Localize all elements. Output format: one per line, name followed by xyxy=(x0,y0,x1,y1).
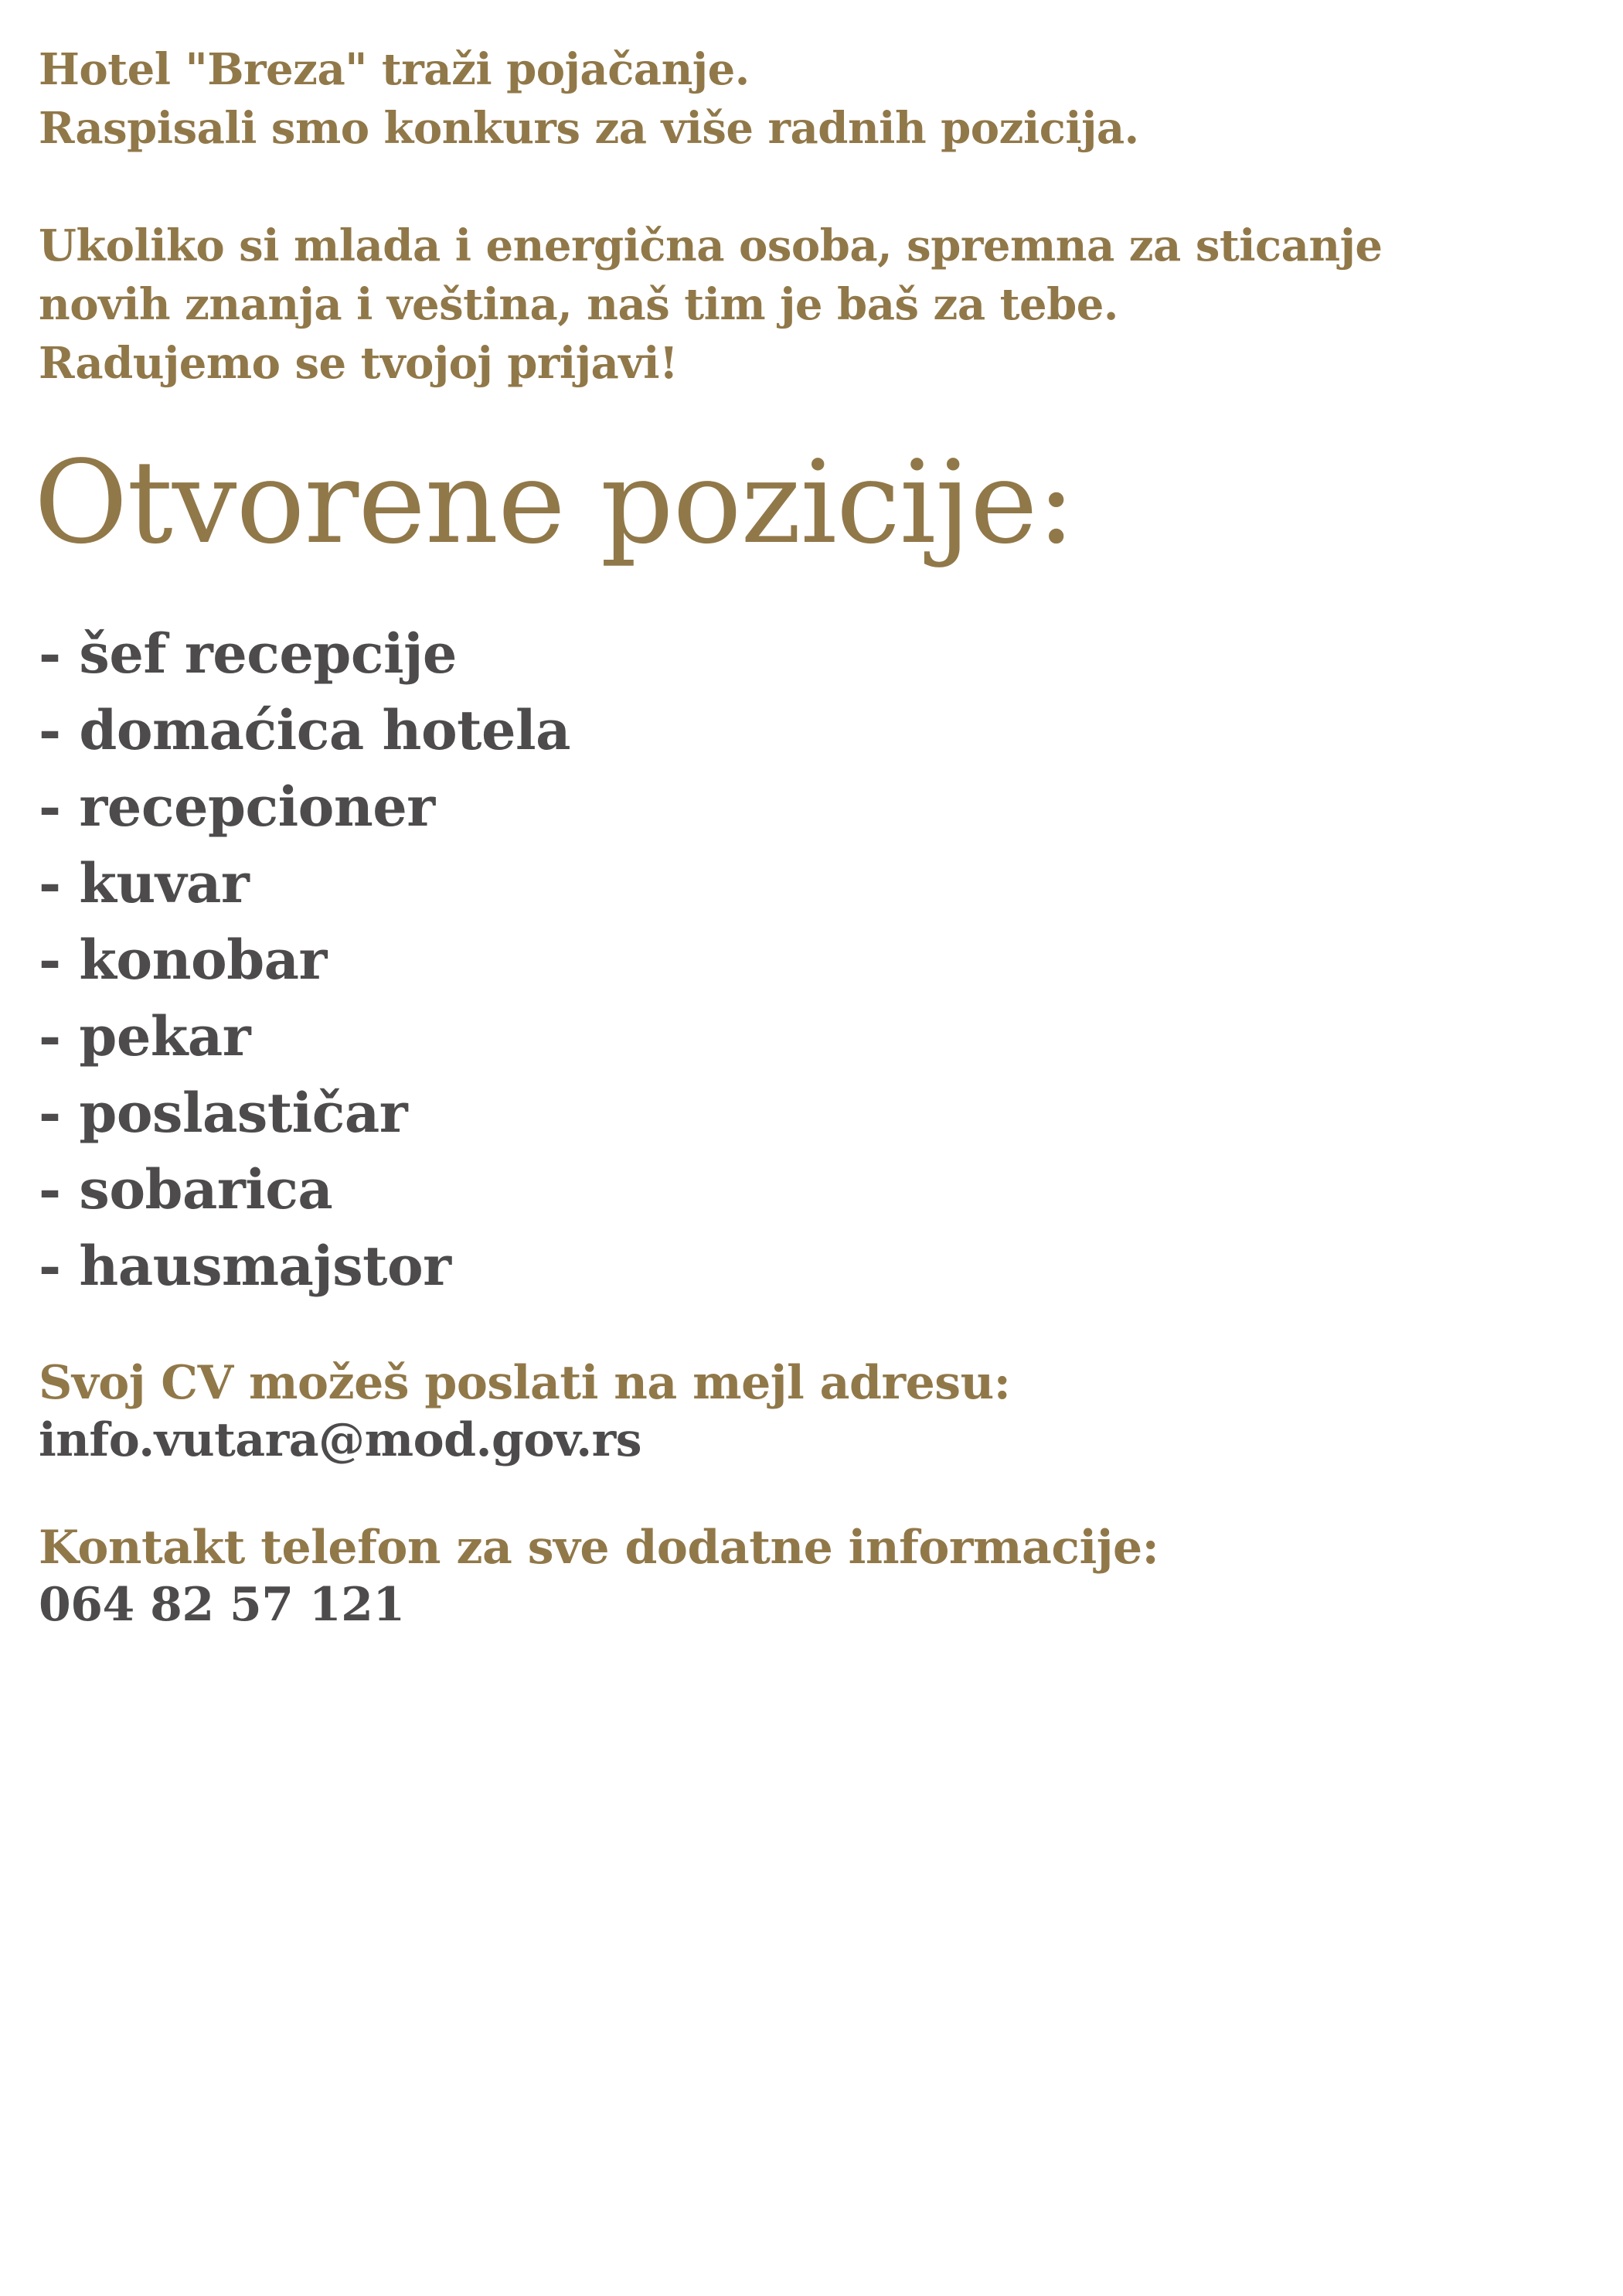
intro-line-welcome: Radujemo se tvojoj prijavi! xyxy=(39,338,679,389)
phone-number: 064 82 57 121 xyxy=(39,1578,405,1632)
intro-line-young: Ukoliko si mlada i energična osoba, spremna za sticanje xyxy=(39,220,1383,271)
list-item: - recepcioner xyxy=(39,775,435,839)
intro-spacer xyxy=(39,158,1584,216)
intro-text xyxy=(39,40,1584,393)
positions-list xyxy=(39,615,570,1304)
list-item: - šef recepcije xyxy=(39,622,457,686)
intro-line-contest: Raspisali smo konkurs za više radnih pozicija. xyxy=(39,103,1139,154)
email-label: Svoj CV možeš poslati na mejl adresu: xyxy=(39,1356,1011,1410)
page-title: Otvorene pozicije: xyxy=(34,436,1075,569)
list-item: - kuvar xyxy=(39,851,250,915)
intro-line-hotel: Hotel "Breza" traži pojačanje. xyxy=(39,44,750,95)
list-item: - poslastičar xyxy=(39,1081,408,1145)
intro-line-team: novih znanja i veština, naš tim je baš za tebe. xyxy=(39,279,1118,330)
list-item: - pekar xyxy=(39,1004,251,1068)
email-address: info.vutara@mod.gov.rs xyxy=(39,1413,642,1467)
list-item: - hausmajstor xyxy=(39,1234,451,1298)
phone-label: Kontakt telefon za sve dodatne informacije: xyxy=(39,1521,1159,1575)
list-item: - konobar xyxy=(39,928,327,992)
list-item: - sobarica xyxy=(39,1157,333,1221)
list-item: - domaćica hotela xyxy=(39,698,570,762)
